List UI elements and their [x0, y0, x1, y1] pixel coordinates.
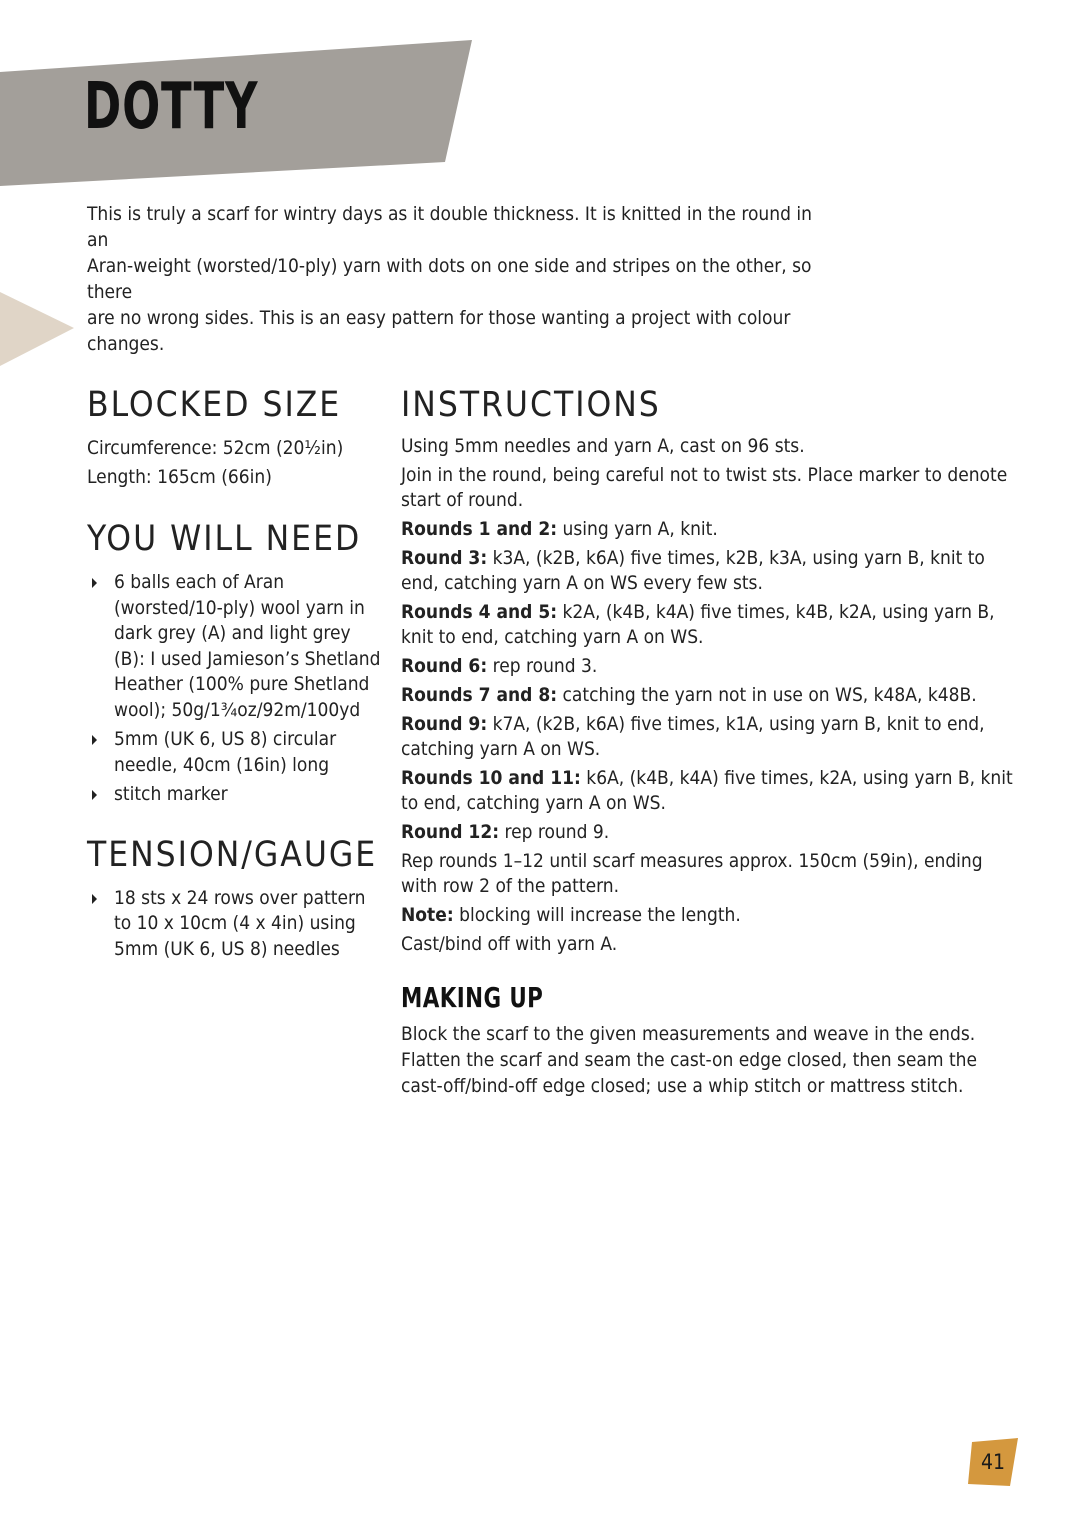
right-column [401, 382, 1013, 1099]
blocked-size-section [87, 382, 382, 492]
bullet-arrow-icon [92, 578, 97, 588]
circumference-text: Circumference: 52cm (20½in) [87, 437, 344, 459]
instruction-text: Using 5mm needles and yarn A, cast on 96 sts. [401, 435, 805, 457]
decorative-triangle [0, 292, 80, 368]
list-item-text: 6 balls each of Aran (worsted/10-ply) wool yarn in dark grey (A) and light grey (B): I used Jamieson’s Shetland Heather (100% pure Shetland wool); 50g/1¾oz/92m/100yd [114, 571, 381, 721]
instruction-text: blocking will increase the length. [453, 904, 741, 926]
instruction-paragraph [401, 546, 1013, 596]
instruction-label: Note: [401, 904, 454, 926]
instruction-paragraph [401, 903, 1013, 928]
instructions-heading: INSTRUCTIONS [401, 385, 661, 425]
instruction-label: Round 6: [401, 655, 488, 677]
intro-line: This is truly a scarf for wintry days as it double thickness. It is knitted in the round in an [87, 203, 812, 251]
instruction-text: using yarn A, knit. [557, 518, 718, 540]
list-item-text: 5mm (UK 6, US 8) circular needle, 40cm (16in) long [114, 728, 337, 776]
instruction-paragraph [401, 600, 1013, 650]
instruction-paragraph [401, 434, 1013, 459]
tension-list [87, 886, 382, 963]
instruction-text: k7A, (k2B, k6A) five times, k1A, using yarn B, knit to end, catching yarn A on WS. [401, 713, 985, 760]
making-up-section [401, 981, 1013, 1099]
making-up-line: cast-off/bind-off edge closed; use a whip stitch or mattress stitch. [401, 1075, 964, 1097]
making-up-line: Block the scarf to the given measurements and weave in the ends. [401, 1023, 976, 1045]
instruction-text: rep round 3. [487, 655, 598, 677]
tension-section [87, 832, 382, 963]
instruction-text: k2A, (k4B, k4A) five times, k4B, k2A, using yarn B, knit to end, catching yarn A on WS. [401, 601, 995, 648]
instruction-paragraph [401, 683, 1013, 708]
length-text: Length: 165cm (66in) [87, 466, 272, 488]
bullet-arrow-icon [92, 894, 97, 904]
instructions-body [401, 434, 1013, 957]
instruction-text: rep round 9. [499, 821, 610, 843]
instruction-text: Join in the round, being careful not to twist sts. Place marker to denote start of round. [401, 464, 1008, 511]
instruction-label: Round 12: [401, 821, 500, 843]
instruction-label: Rounds 10 and 11: [401, 767, 581, 789]
instruction-paragraph [401, 712, 1013, 762]
instruction-paragraph [401, 463, 1013, 513]
page-number: 41 [980, 1450, 1006, 1474]
list-item-text: stitch marker [114, 783, 228, 805]
instruction-paragraph [401, 932, 1013, 957]
page-title: DOTTY [84, 70, 259, 144]
instruction-text: catching the yarn not in use on WS, k48A, k48B. [557, 684, 977, 706]
instruction-label: Rounds 7 and 8: [401, 684, 558, 706]
making-up-heading: MAKING UP [401, 981, 544, 1014]
list-item [87, 886, 382, 963]
instruction-paragraph [401, 654, 1013, 679]
intro-paragraph [87, 201, 827, 357]
you-will-need-section [87, 516, 382, 808]
you-will-need-heading: YOU WILL NEED [87, 519, 362, 559]
blocked-size-heading: BLOCKED SIZE [87, 385, 342, 425]
list-item [87, 782, 382, 808]
instruction-label: Round 9: [401, 713, 488, 735]
instruction-text: k3A, (k2B, k6A) five times, k2B, k3A, using yarn B, knit to end, catching yarn A on WS every few sts. [401, 547, 985, 594]
bullet-arrow-icon [92, 790, 97, 800]
bullet-arrow-icon [92, 735, 97, 745]
intro-line: are no wrong sides. This is an easy pattern for those wanting a project with colour changes. [87, 307, 791, 355]
instruction-text: Cast/bind off with yarn A. [401, 933, 618, 955]
instruction-label: Round 3: [401, 547, 488, 569]
instruction-label: Rounds 1 and 2: [401, 518, 558, 540]
instruction-paragraph [401, 849, 1013, 899]
intro-line: Aran-weight (worsted/10-ply) yarn with dots on one side and stripes on the other, so there [87, 255, 812, 303]
instruction-paragraph [401, 766, 1013, 816]
list-item [87, 570, 382, 723]
list-item-text: 18 sts x 24 rows over pattern to 10 x 10cm (4 x 4in) using 5mm (UK 6, US 8) needles [114, 886, 366, 960]
instruction-paragraph [401, 517, 1013, 542]
left-column [87, 382, 382, 966]
list-item [87, 727, 382, 778]
making-up-line: Flatten the scarf and seam the cast-on edge closed, then seam the [401, 1049, 978, 1071]
materials-list [87, 570, 382, 808]
instruction-label: Rounds 4 and 5: [401, 601, 558, 623]
instruction-paragraph [401, 820, 1013, 845]
tension-heading: TENSION/GAUGE [87, 834, 378, 875]
page-number-tag [968, 1438, 1018, 1486]
instruction-text: k6A, (k4B, k4A) five times, k2A, using yarn B, knit to end, catching yarn A on WS. [401, 767, 1013, 814]
instruction-text: Rep rounds 1–12 until scarf measures approx. 150cm (59in), ending with row 2 of the pattern. [401, 850, 983, 897]
